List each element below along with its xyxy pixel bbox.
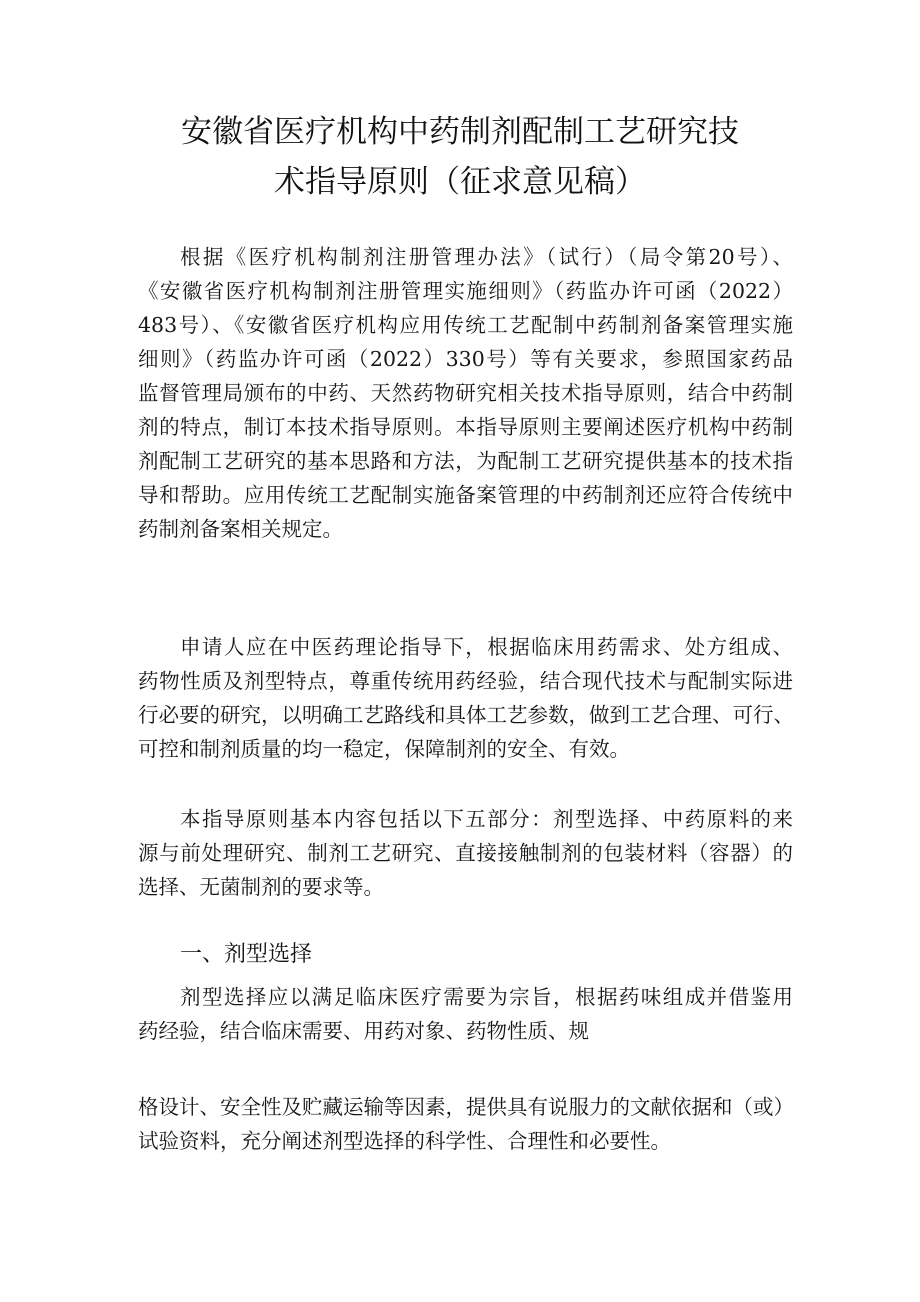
paragraph-line: 剂配制工艺研究的基本思路和方法，为配制工艺研究提供基本的技术指 xyxy=(138,449,793,473)
document-title-line-1: 安徽省医疗机构中药制剂配制工艺研究技 xyxy=(181,114,739,150)
paragraph-applicant xyxy=(138,630,793,766)
paragraph-dosage-form-continued xyxy=(138,1090,793,1158)
paragraph-line: 剂的特点，制订本技术指导原则。本指导原则主要阐述医疗机构中药制 xyxy=(138,415,793,439)
paragraph-line: 试验资料，充分阐述剂型选择的科学性、合理性和必要性。 xyxy=(138,1129,671,1153)
paragraph-dosage-form xyxy=(138,980,793,1048)
paragraph-line: 监督管理局颁布的中药、天然药物研究相关技术指导原则，结合中药制 xyxy=(138,381,793,405)
document-title-line-2: 术指导原则（征求意见稿） xyxy=(274,164,646,200)
paragraph-contents xyxy=(138,802,793,904)
paragraph-basis xyxy=(138,240,793,546)
paragraph-line: 格设计、安全性及贮藏运输等因素，提供具有说服力的文献依据和（或） xyxy=(138,1095,794,1119)
paragraph-line: 根据《医疗机构制剂注册管理办法》（试行）（局令第20号）、 xyxy=(180,245,793,269)
paragraph-line: 药物性质及剂型特点，尊重传统用药经验，结合现代技术与配制实际进 xyxy=(138,669,793,693)
paragraph-line: 申请人应在中医药理论指导下，根据临床用药需求、处方组成、 xyxy=(180,635,793,659)
paragraph-line: 细则》（药监办许可函（2022）330号）等有关要求，参照国家药品 xyxy=(138,347,793,371)
paragraph-line: 可控和制剂质量的均一稳定，保障制剂的安全、有效。 xyxy=(138,737,630,761)
paragraph-line: 导和帮助。应用传统工艺配制实施备案管理的中药制剂还应符合传统中 xyxy=(138,483,793,507)
paragraph-line: 本指导原则基本内容包括以下五部分：剂型选择、中药原料的来 xyxy=(180,807,793,831)
paragraph-line: 源与前处理研究、制剂工艺研究、直接接触制剂的包装材料（容器）的 xyxy=(138,841,793,865)
paragraph-line: 《安徽省医疗机构制剂注册管理实施细则》（药监办许可函（2022） xyxy=(138,279,793,303)
paragraph-line: 选择、无菌制剂的要求等。 xyxy=(138,875,384,899)
paragraph-line: 药制剂备案相关规定。 xyxy=(138,517,343,541)
paragraph-line: 行必要的研究，以明确工艺路线和具体工艺参数，做到工艺合理、可行、 xyxy=(138,703,794,727)
paragraph-line: 剂型选择应以满足临床医疗需要为宗旨，根据药味组成并借鉴用 xyxy=(180,985,793,1009)
paragraph-line: 483号）、《安徽省医疗机构应用传统工艺配制中药制剂备案管理实施 xyxy=(138,313,793,337)
section-heading: 一、剂型选择 xyxy=(180,942,313,967)
paragraph-line: 药经验，结合临床需要、用药对象、药物性质、规 xyxy=(138,1019,589,1043)
